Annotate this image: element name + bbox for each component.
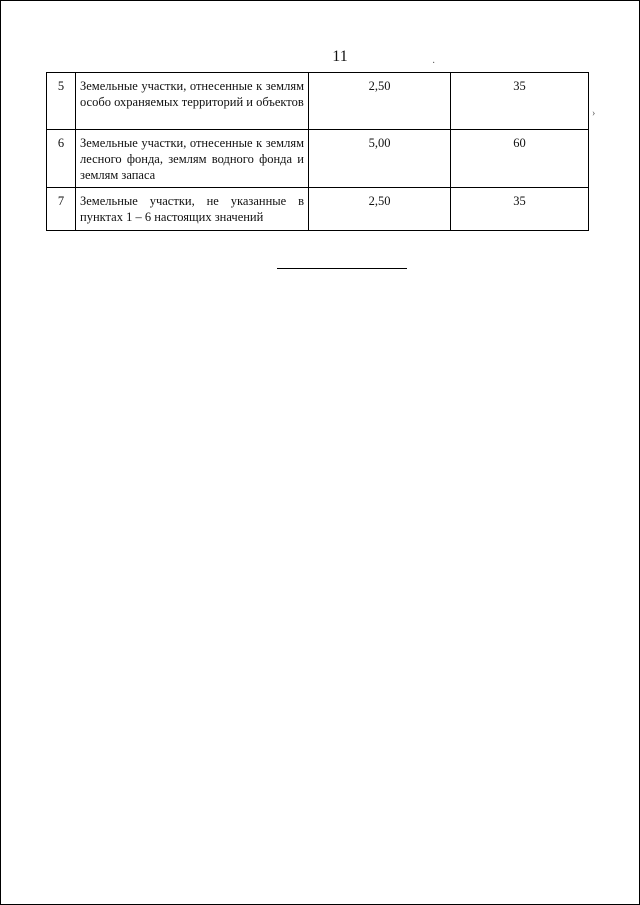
row-value: 60 [451,130,589,188]
row-value: 35 [451,73,589,130]
row-description: Земельные участки, отнесенные к землям особо охраняемых территорий и объектов [76,73,309,130]
scan-artifact: · [432,58,436,69]
end-of-document-line [277,268,407,269]
page-number: 11 [332,48,348,65]
row-rate: 2,50 [309,188,451,231]
table-row [47,130,589,188]
row-number: 5 [47,73,76,130]
row-description: Земельные участки, отнесенные к землям лесного фонда, землям водного фонда и землям запаса [76,130,309,188]
row-number: 6 [47,130,76,188]
row-rate: 2,50 [309,73,451,130]
row-value: 35 [451,188,589,231]
table-row [47,188,589,231]
row-number: 7 [47,188,76,231]
data-table [46,72,589,231]
row-description: Земельные участки, не указанные в пунктах 1 – 6 настоящих значений [76,188,309,231]
scan-artifact: › [592,108,596,119]
table-row [47,73,589,130]
row-rate: 5,00 [309,130,451,188]
